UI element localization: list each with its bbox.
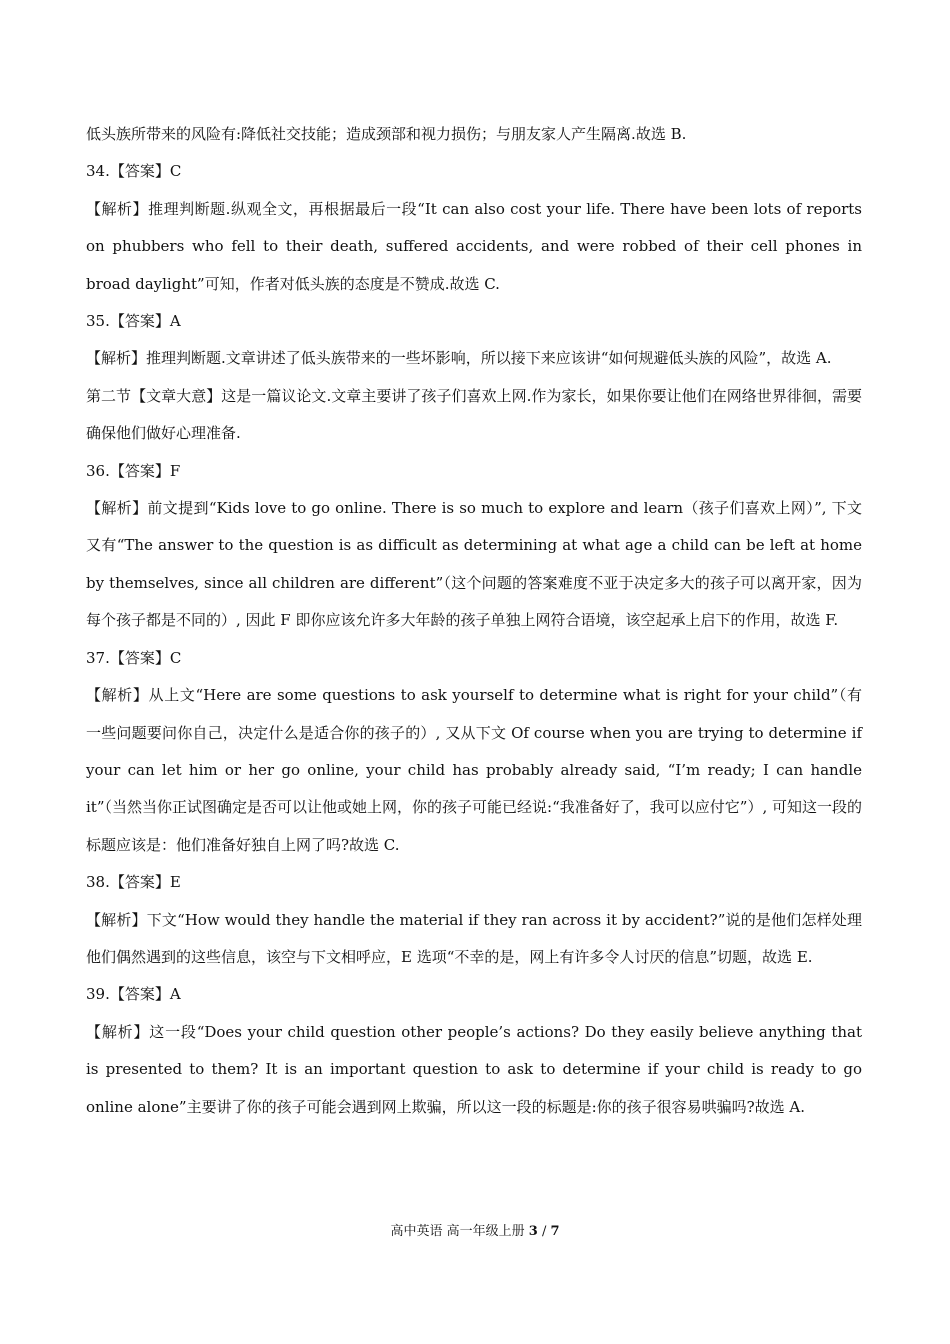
- section-two-summary: 第二节【文章大意】这是一篇议论文.文章主要讲了孩子们喜欢上网.作为家长，如果你要让他们在网络世界徘徊，需要确保他们做好心理准备.: [86, 386, 862, 443]
- answer-38: 38.【答案】E: [86, 873, 181, 892]
- explanation-39: 【解析】这一段“Does your child question other people’s actions? Do they easily believe anything that is presented to them? It is an important question to ask to determine if your child is ready to go online alone”主要讲了你的孩子可能会遇到网上欺骗，所以这一段的标题是:你的孩子很容易哄骗吗?故选 A.: [86, 1022, 862, 1116]
- explanation-36: 【解析】前文提到“Kids love to go online. There is so much to explore and learn（孩子们喜欢上网）”, 下文又有“The answer to the question is as difficult as determining at what age a child can be left at home by themselves, since all children are different”（这个问题的答案难度不亚于决定多大的孩子可以离开家，因为每个孩子都是不同的）, 因此 F 即你应该允许多大年龄的孩子单独上网符合语境，该空起承上启下的作用，故选 F.: [86, 499, 862, 630]
- explanation-34: 【解析】推理判断题.纵观全文，再根据最后一段“It can also cost your life. There have been lots of reports on phubbers who fell to their death, suffered accidents, and were robbed of their cell phones in broad daylight”可知，作者对低头族的态度是不赞成.故选 C.: [86, 199, 862, 293]
- footer-total-pages: 7: [550, 1224, 560, 1239]
- explanation-35: 【解析】推理判断题.文章讲述了低头族带来的一些坏影响，所以接下来应该讲“如何规避低头族的风险”，故选 A.: [86, 349, 832, 368]
- explanation-38: 【解析】下文“How would they handle the material if they ran across it by accident?”说的是他们怎样处理他们偶然遇到的这些信息，该空与下文相呼应，E 选项“不幸的是，网上有许多令人讨厌的信息”切题，故选 E.: [86, 910, 862, 966]
- footer-page-number: 3: [528, 1224, 538, 1239]
- document-body: [86, 116, 862, 1126]
- answer-39: 39.【答案】A: [86, 985, 181, 1004]
- explanation-37: 【解析】从上文“Here are some questions to ask yourself to determine what is right for your child”（有一些问题要问你自己，决定什么是适合你的孩子的）, 又从下文 Of course when you are trying to determine if your can let him or her go online, your child has probably already said, “I’m ready; I can handle it”（当然当你正试图确定是否可以让他或她上网，你的孩子可能已经说:“我准备好了，我可以应付它”）, 可知这一段的标题应该是：他们准备好独自上网了吗?故选 C.: [86, 686, 862, 854]
- footer-separator: /: [541, 1224, 547, 1239]
- page-footer: [0, 1222, 950, 1242]
- footer-subject: 高中英语 高一年级上册: [390, 1224, 525, 1239]
- answer-34: 34.【答案】C: [86, 162, 182, 181]
- answer-36: 36.【答案】F: [86, 461, 181, 480]
- answer-37: 37.【答案】C: [86, 648, 182, 667]
- paragraph-q33-explanation-end: 低头族所带来的风险有:降低社交技能；造成颈部和视力损伤；与朋友家人产生隔离.故选 B.: [86, 125, 687, 143]
- answer-35: 35.【答案】A: [86, 312, 181, 331]
